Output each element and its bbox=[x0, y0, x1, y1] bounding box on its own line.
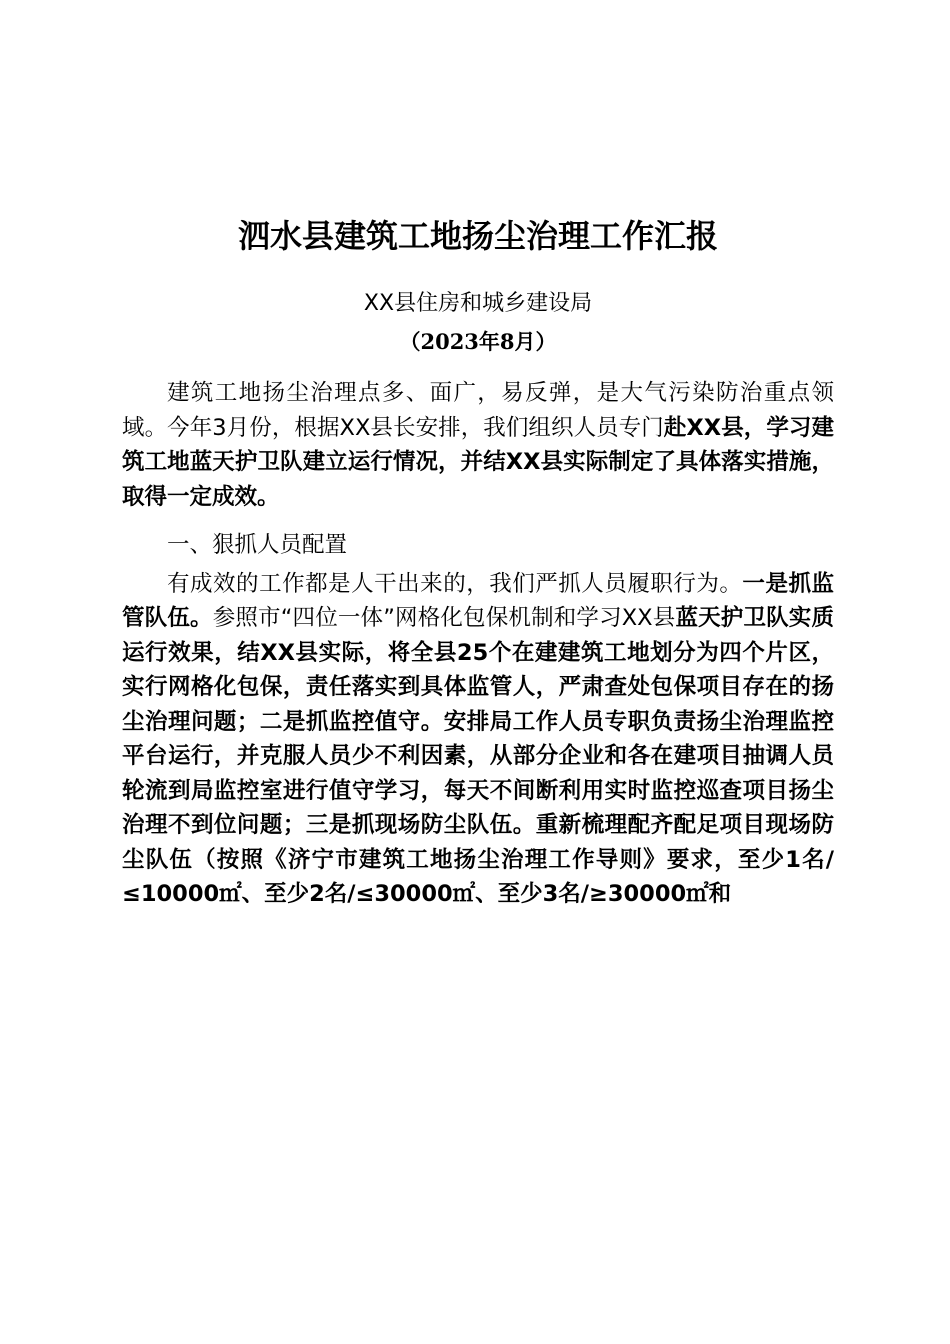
section-lead: 有成效的工作都是人干出来的，我们严抓人员履职行为。 bbox=[167, 570, 743, 597]
document-title: 泗水县建筑工地扬尘治理工作汇报 bbox=[237, 217, 718, 255]
intro-paragraph bbox=[122, 376, 834, 514]
document-body bbox=[122, 376, 834, 912]
point-1-bold-text: 蓝天护卫队实质运行效果，结XX县实际，将全县25个在建建筑工地划分为四个片区，实行网格化包保，责任落实到具体监管人，严肃查处包保项目存在的扬尘治理问题；二是抓监控值守。安排局工作人员专职负责扬尘治理监控平台运行，并克服人员少不利因素，从部分企业和各在建项目抽调人员轮流到局监控室进行值守学习，每天不间断利用实时监控巡查项目扬尘治理不到位问题；三是抓现场防尘队伍。重新梳理配齐配足项目现场防尘队伍（按照《济宁市建筑工地扬尘治理工作导则》要求，至少1名/≤10000㎡、至少2名/≤30000㎡、至少3名/≥30000㎡和 bbox=[122, 605, 834, 907]
issuer-line: XX县住房和城乡建设局 bbox=[363, 291, 593, 316]
point-1-title: 一是抓监管队伍。 bbox=[122, 570, 834, 631]
date-line: （2023年8月） bbox=[399, 329, 557, 354]
section-paragraph bbox=[122, 567, 834, 912]
intro-text: 建筑工地扬尘治理点多、面广，易反弹，是大气污染防治重点领域。今年3月份，根据XX县长安排，我们组织人员专门 bbox=[122, 380, 834, 441]
intro-bold-text: 赴XX县，学习建筑工地蓝天护卫队建立运行情况，并结XX县实际制定了具体落实措施，取得一定成效。 bbox=[122, 414, 834, 510]
section-heading: 一、狠抓人员配置 bbox=[167, 532, 348, 558]
point-1-text: 参照市“四位一体”网格化包保机制和学习XX县 bbox=[212, 605, 676, 631]
